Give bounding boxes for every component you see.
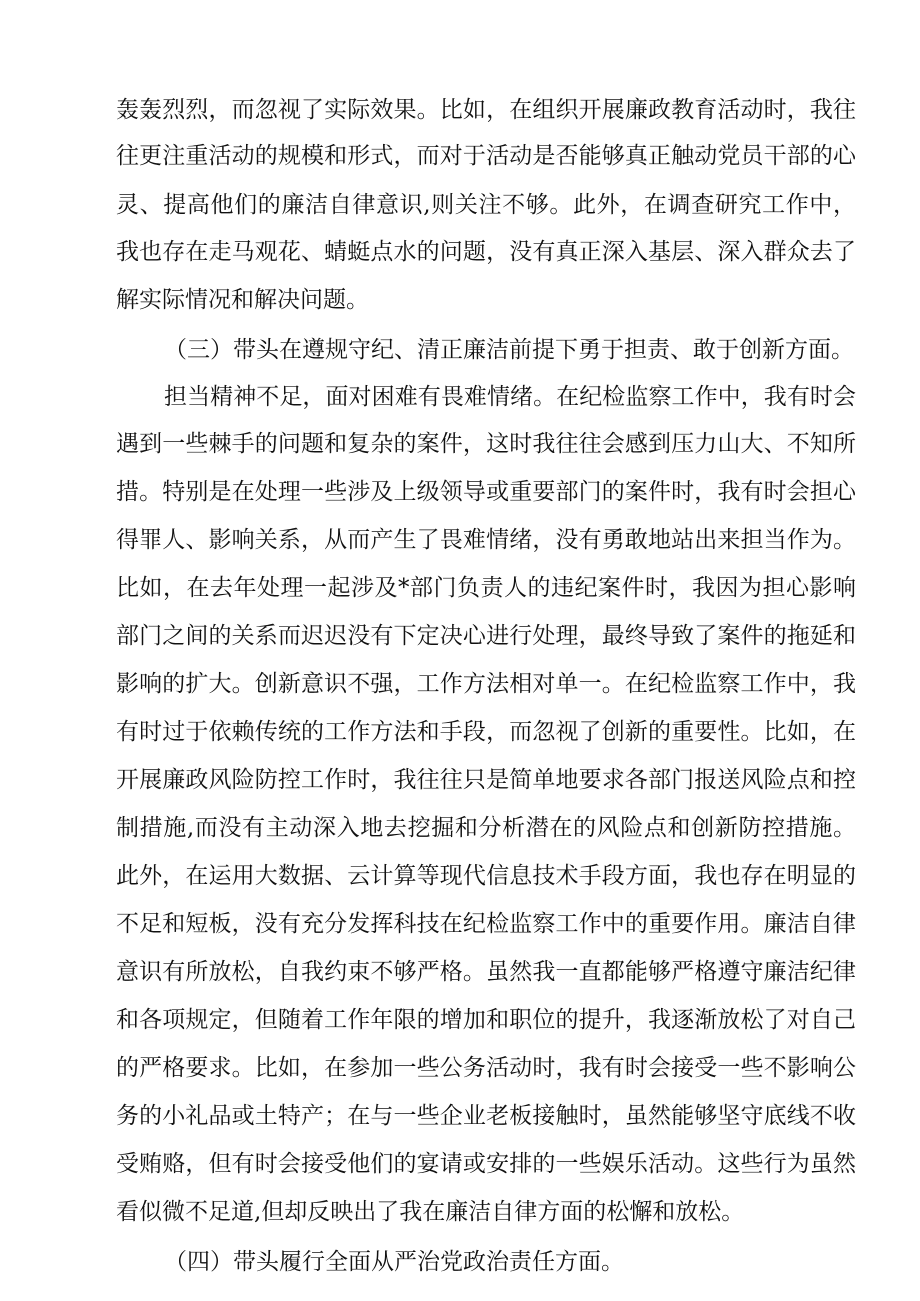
body-text-line: 遇到一些棘手的问题和复杂的案件，这时我往往会感到压力山大、不知所 (116, 431, 856, 457)
section-heading-4: （四）带头履行全面从严治党政治责任方面。 (164, 1249, 624, 1275)
section-heading-3: （三）带头在遵规守纪、清正廉洁前提下勇于担责、敢于创新方面。 (164, 337, 854, 363)
body-text-line: 得罪人、影响关系，从而产生了畏难情绪，没有勇敢地站出来担当作为。 (116, 527, 856, 553)
body-text-line: 和各项规定，但随着工作年限的增加和职位的提升，我逐渐放松了对自己 (116, 1007, 856, 1033)
body-text-line: 我也存在走马观花、蜻蜓点水的问题，没有真正深入基层、深入群众去了 (116, 239, 856, 265)
body-text-line: 的严格要求。比如，在参加一些公务活动时，我有时会接受一些不影响公 (116, 1055, 856, 1081)
body-text-line: 制措施,而没有主动深入地去挖掘和分析潜在的风险点和创新防控措施。 (116, 815, 856, 841)
body-text-line: 措。特别是在处理一些涉及上级领导或重要部门的案件时，我有时会担心 (116, 479, 856, 505)
body-text-line: 务的小礼品或土特产；在与一些企业老板接触时，虽然能够坚守底线不收 (116, 1103, 856, 1129)
body-text-line: 此外，在运用大数据、云计算等现代信息技术手段方面，我也存在明显的 (116, 863, 856, 889)
body-text-line: 看似微不足道,但却反映出了我在廉洁自律方面的松懈和放松。 (116, 1199, 745, 1225)
body-text-line: 比如，在去年处理一起涉及*部门负责人的违纪案件时，我因为担心影响 (116, 575, 856, 601)
paragraph-first-line: 担当精神不足，面对困难有畏难情绪。在纪检监察工作中，我有时会 (164, 384, 856, 410)
body-text-line: 灵、提高他们的廉洁自律意识,则关注不够。此外，在调查研究工作中， (116, 192, 856, 218)
body-text-line: 不足和短板，没有充分发挥科技在纪检监察工作中的重要作用。廉洁自律 (116, 911, 856, 937)
body-text-line: 影响的扩大。创新意识不强，工作方法相对单一。在纪检监察工作中，我 (116, 671, 856, 697)
body-text-line: 部门之间的关系而迟迟没有下定决心进行处理，最终导致了案件的拖延和 (116, 623, 856, 649)
body-text-line: 轰轰烈烈，而忽视了实际效果。比如，在组织开展廉政教育活动时，我往 (116, 97, 856, 123)
body-text-line: 有时过于依赖传统的工作方法和手段，而忽视了创新的重要性。比如，在 (116, 719, 856, 745)
body-text-line: 解实际情况和解决问题。 (116, 287, 369, 313)
body-text-line: 意识有所放松，自我约束不够严格。虽然我一直都能够严格遵守廉洁纪律 (116, 959, 856, 985)
body-text-line: 受贿赂，但有时会接受他们的宴请或安排的一些娱乐活动。这些行为虽然 (116, 1151, 856, 1177)
body-text-line: 往更注重活动的规模和形式，而对于活动是否能够真正触动党员干部的心 (116, 143, 856, 169)
body-text-line: 开展廉政风险防控工作时，我往往只是简单地要求各部门报送风险点和控 (116, 767, 856, 793)
